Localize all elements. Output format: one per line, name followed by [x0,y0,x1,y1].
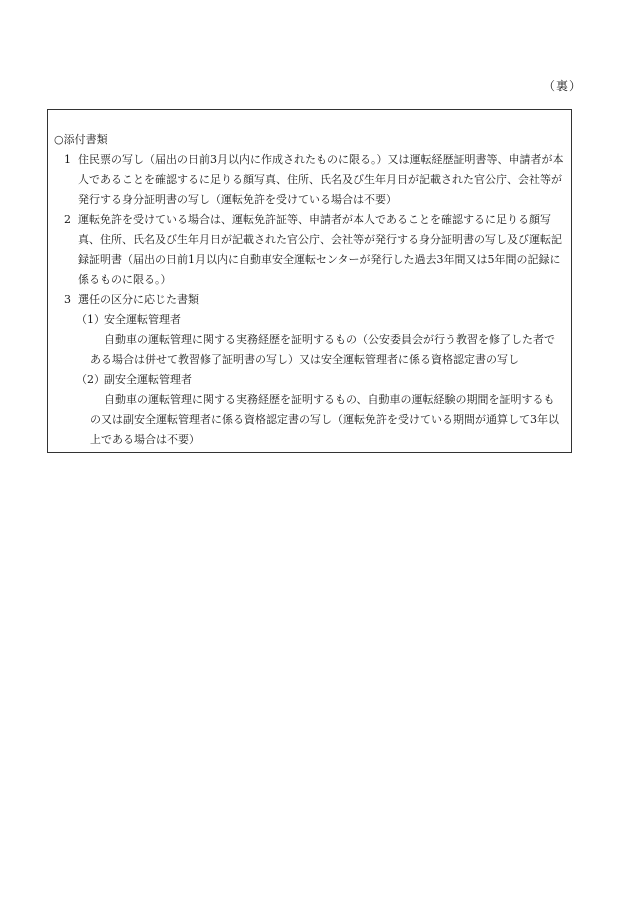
subitem-title: 安全運転管理者 [104,313,181,326]
reverse-side-label: （裏） [542,79,582,93]
attachment-item-3 [54,290,565,310]
subitem-title: 副安全運転管理者 [104,373,192,386]
attachment-item-2 [54,210,565,290]
attachment-item-number: 3 [64,293,71,306]
attachment-item-number: 1 [64,153,71,166]
attachment-item-text: 運転免許を受けている場合は、運転免許証等、申請者が本人であることを確認するに足りる顔写真、住所、氏名及び生年月日が記載された官公庁、会社等が発行する身分証明書の写し及び運転記録証明書（届出の日前1月以内に自動車安全運転センターが発行した過去3年間又は5年間の記録に係るものに限る。） [78,213,562,286]
subitem-body-deputy-safe-driving-manager: 自動車の運転管理に関する実務経歴を証明するもの、自動車の運転経験の期間を証明するもの又は副安全運転管理者に係る資格認定書の写し（運転免許を受けている期間が通算して3年以上である場合は不要） [90,393,559,446]
attachment-item-1 [54,150,565,210]
attachments-heading: ○添付書類 [54,133,108,146]
attachment-item-number: 2 [64,213,71,226]
subitem-number: （2） [76,373,105,386]
subitem-title-deputy-safe-driving-manager [54,370,565,390]
attachments-box [47,109,572,453]
subitem-number: （1） [76,313,105,326]
subitem-title-safe-driving-manager [54,310,565,330]
subitem-body-safe-driving-manager: 自動車の運転管理に関する実務経歴を証明するもの（公安委員会が行う教習を修了した者である場合は併せて教習修了証明書の写し）又は安全運転管理者に係る資格認定書の写し [90,333,555,366]
attachment-item-text: 住民票の写し（届出の日前3月以内に作成されたものに限る。）又は運転経歴証明書等、申請者が本人であることを確認するに足りる顔写真、住所、氏名及び生年月日が記載された官公庁、会社等が発行する身分証明書の写し（運転免許を受けている場合は不要） [78,153,564,206]
attachment-item-text: 選任の区分に応じた書類 [78,293,199,306]
